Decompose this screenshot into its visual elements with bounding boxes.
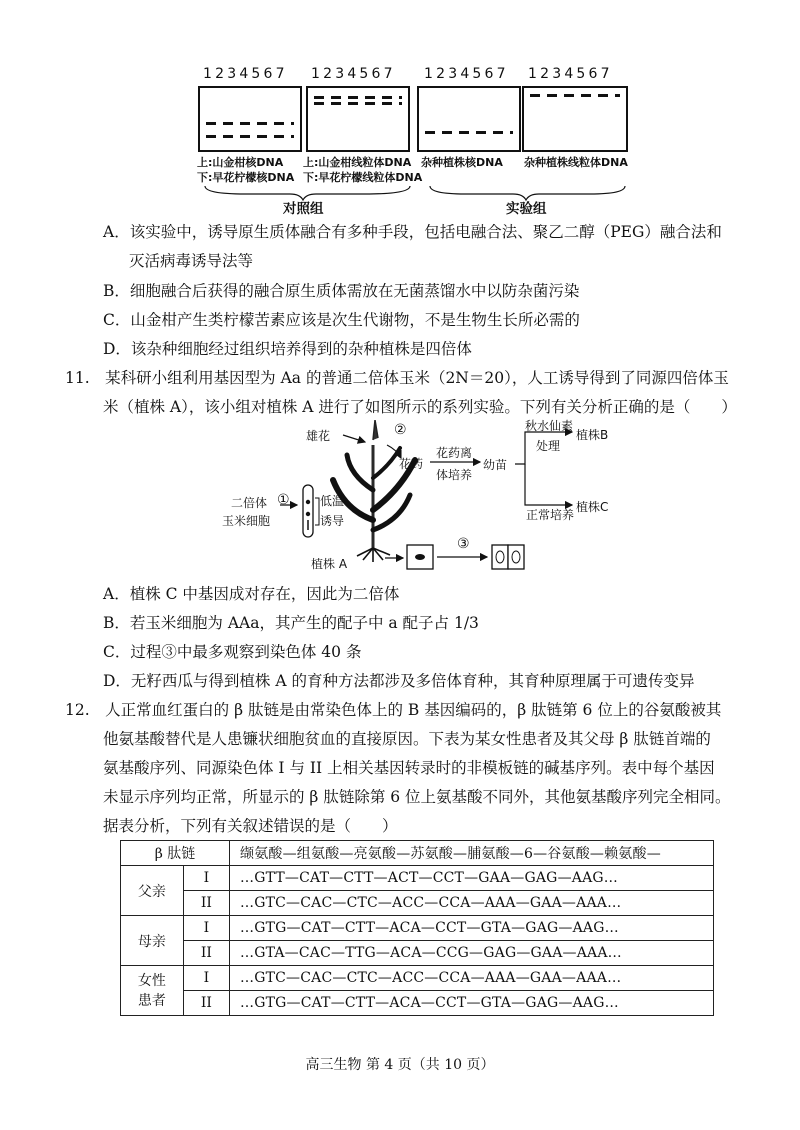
sequence-table [120, 840, 714, 1016]
chrom-label: II [183, 891, 229, 916]
label-normal-culture: 正常培养 [526, 508, 575, 522]
chrom-label: I [183, 916, 229, 941]
q11-option-b: B．若玉米细胞为 AAa，其产生的配子中 a 配子占 1/3 [103, 614, 479, 632]
patient-seq-1: …GTC—CAC—CTC—ACC—CCA—AAA—GAA—AAA… [230, 966, 714, 991]
label-step1: ① [277, 492, 290, 508]
father-seq-2: …GTC—CAC—CTC—ACC—CCA—AAA—GAA—AAA… [230, 891, 714, 916]
band-row [314, 96, 402, 99]
label-seedling: 幼苗 [483, 458, 508, 472]
mother-seq-2: …GTA—CAC—TTG—ACA—CCG—GAG—GAA—AAA… [230, 941, 714, 966]
label-corn-cell: 玉米细胞 [222, 514, 271, 528]
table-row [121, 916, 714, 941]
q11-option-c: C．过程③中最多观察到染色体 40 条 [103, 643, 362, 661]
gel-caption: 下:早花柠檬线粒体DNA [303, 171, 423, 184]
chrom-label: II [183, 941, 229, 966]
patient-label-1: 女性 [137, 972, 166, 989]
label-low-temp: 低温 [320, 494, 345, 508]
table-row [121, 866, 714, 891]
label-induce: 诱导 [320, 514, 345, 528]
label-anther-culture-top: 花药离 [436, 446, 473, 460]
label-anther-culture-bottom: 体培养 [436, 468, 473, 482]
band-row [314, 102, 402, 105]
label-plant-a: 植株 A [311, 557, 348, 571]
gel-box-2 [306, 86, 410, 152]
q12-stem-line5: 据表分析，下列有关叙述错误的是（ ） [103, 817, 398, 835]
experiment-group-label: 实验组 [506, 201, 547, 217]
lane-numbers-1: 1234567 [203, 66, 288, 82]
gel-caption: 下:早花柠檬核DNA [197, 171, 295, 184]
patient-label-2: 患者 [137, 992, 166, 1009]
band-row [425, 131, 513, 134]
gel-box-4 [522, 86, 628, 152]
gel-box-3 [417, 86, 521, 152]
chrom-label: I [183, 866, 229, 891]
table-row [121, 941, 714, 966]
table-row [121, 991, 714, 1016]
gel-box-1 [198, 86, 302, 152]
q12-stem-line3: 氨基酸序列、同源染色体 I 与 II 上相关基因转录时的非模板链的碱基序列。表中每个基因 [103, 759, 715, 777]
row-label-father: 父亲 [121, 866, 184, 916]
label-male-flower: 雄花 [306, 429, 331, 443]
q12-stem-line2: 他氨基酸替代是人患镰状细胞贫血的直接原因。下表为某女性患者及其父母 β 肽链首端的 [103, 730, 711, 748]
page-footer: 高三生物 第 4 页（共 10 页） [305, 1057, 495, 1073]
table-header-right: 缬氨酸—组氨酸—亮氨酸—苏氨酸—脯氨酸—6—谷氨酸—赖氨酸— [230, 841, 714, 866]
gel-caption: 杂种植株核DNA [421, 156, 503, 169]
table-row [121, 891, 714, 916]
q11-option-d: D．无籽西瓜与得到植株 A 的育种方法都涉及多倍体育种，其育种原理属于可遗传变异 [103, 672, 695, 690]
label-diploid: 二倍体 [231, 496, 268, 510]
q12-stem-line1: 12. 人正常血红蛋白的 β 肽链是由常染色体上的 B 基因编码的，β 肽链第 6 位上的谷氨酸被其 [65, 701, 722, 719]
label-plant-b: 植株B [576, 428, 609, 442]
patient-seq-2: …GTG—CAT—CTT—ACA—CCT—GTA—GAG—AAG… [230, 991, 714, 1016]
table-header-left: β 肽链 [121, 841, 230, 866]
lane-numbers-3: 1234567 [424, 66, 509, 82]
q11-stem-line1: 11. 某科研小组利用基因型为 Aa 的普通二倍体玉米（2N＝20），人工诱导得到了同源四倍体玉 [65, 369, 729, 387]
label-plant-c: 植株C [576, 500, 609, 514]
label-step3: ③ [457, 536, 470, 552]
row-label-patient [121, 966, 184, 1016]
chrom-label: II [183, 991, 229, 1016]
label-anther: 花药 [399, 457, 424, 471]
chrom-label: I [183, 966, 229, 991]
q10-option-c: C．山金柑产生类柠檬苦素应该是次生代谢物，不是生物生长所必需的 [103, 311, 580, 329]
label-colchicine: 秋水仙素 [525, 419, 574, 433]
group-brackets [195, 184, 635, 204]
lane-numbers-4: 1234567 [528, 66, 613, 82]
q11-option-a: A．植株 C 中基因成对存在，因此为二倍体 [103, 585, 400, 603]
gel-caption: 杂种植株线粒体DNA [524, 156, 628, 169]
lane-numbers-2: 1234567 [311, 66, 396, 82]
label-treatment: 处理 [536, 439, 561, 453]
q11-stem-line2: 米（植株 A），该小组对植株 A 进行了如图所示的系列实验。下列有关分析正确的是（ ） [103, 398, 737, 416]
gel-caption: 上:山金柑核DNA [197, 156, 284, 169]
band-row [206, 135, 294, 138]
table-header-row [121, 841, 714, 866]
row-label-mother: 母亲 [121, 916, 184, 966]
gel-caption: 上:山金柑线粒体DNA [303, 156, 412, 169]
control-group-label: 对照组 [283, 201, 324, 217]
father-seq-1: …GTT—CAT—CTT—ACT—CCT—GAA—GAG—AAG… [230, 866, 714, 891]
q10-option-d: D．该杂种细胞经过组织培养得到的杂种植株是四倍体 [103, 340, 472, 358]
q10-option-b: B．细胞融合后获得的融合原生质体需放在无菌蒸馏水中以防杂菌污染 [103, 282, 580, 300]
label-step2: ② [394, 422, 407, 438]
q12-stem-line4: 未显示序列均正常，所显示的 β 肽链除第 6 位上氨基酸不同外，其他氨基酸序列完全相同。 [103, 788, 731, 806]
q10-option-a: A．该实验中，诱导原生质体融合有多种手段，包括电融合法、聚乙二醇（PEG）融合法和 [103, 223, 722, 241]
band-row [206, 122, 294, 125]
band-row [530, 94, 620, 97]
q10-option-a-cont: 灭活病毒诱导法等 [129, 252, 254, 270]
mother-seq-1: …GTG—CAT—CTT—ACA—CCT—GTA—GAG—AAG… [230, 916, 714, 941]
table-row [121, 966, 714, 991]
